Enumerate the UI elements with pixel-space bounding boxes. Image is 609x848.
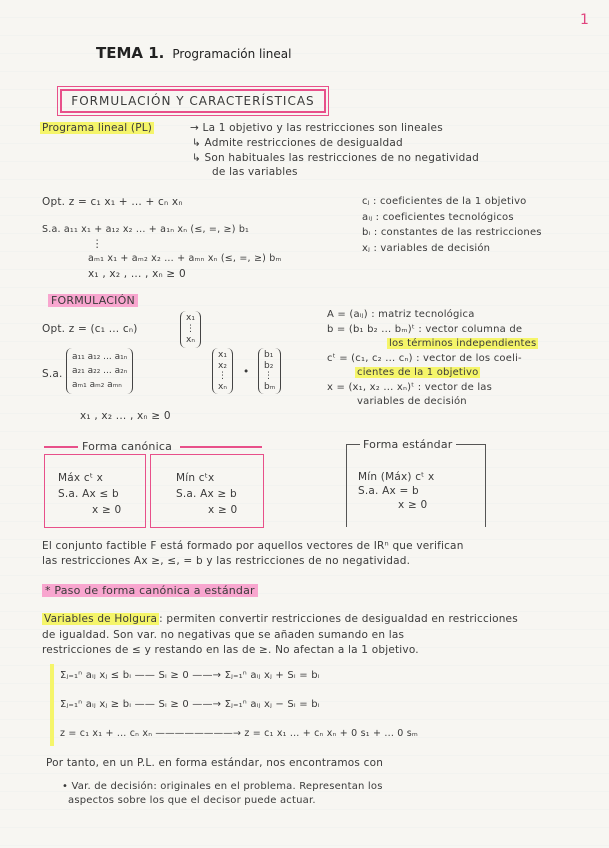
matrix-A: a₁₁ a₁₂ ... a₁ₙ a₂₁ a₂₂ ... a₂ₙ aₘ₁ aₘ₂ aₘₙ: [66, 348, 133, 394]
matrix-operator: •: [243, 366, 250, 378]
bullet-decision-1: • Var. de decisión: originales en el problema. Representan los: [62, 781, 383, 792]
matrix-objective: Opt. z = (c₁ ... cₙ): [42, 323, 138, 335]
matrix-nonnegativity: x₁ , x₂ ... , xₙ ≥ 0: [80, 410, 171, 422]
conversion-le: Σⱼ₌₁ⁿ aᵢⱼ xⱼ ≤ bᵢ —— Sᵢ ≥ 0 ——→ Σⱼ₌₁ⁿ aᵢⱼ xⱼ + Sᵢ = bᵢ: [60, 670, 320, 681]
conversion-objective: z = c₁ x₁ + ... cₙ xₙ ————————→ z = c₁ x₁ ... + cₙ xₙ + 0 s₁ + ... 0 sₘ: [60, 728, 418, 739]
paso-heading: * Paso de forma canónica a estándar: [42, 584, 258, 597]
page-title: [96, 44, 291, 62]
constraint-m: aₘ₁ x₁ + aₘ₂ x₂ ... + aₘₙ xₙ (≤, =, ≥) bₘ: [88, 253, 282, 264]
holgura-line-2: de igualdad. Son var. no negativas que se añaden sumando en las: [42, 629, 405, 641]
constraint-dots: ⋮: [92, 238, 103, 250]
constraint-1: S.a. a₁₁ x₁ + a₁₂ x₂ ... + a₁ₙ xₙ (≤, =, ≥) b₁: [42, 224, 250, 235]
canonica-rule-right: [180, 446, 262, 448]
page-number: 1: [580, 12, 589, 28]
x-column: x₁ x₂ ⋮ xₙ: [212, 348, 233, 394]
legend-coefficients: cⱼ : coeficientes de la 1 objetivo aᵢⱼ : coeficientes tecnológicos bᵢ : constantes de las restricciones xⱼ : variables de decisión: [362, 196, 542, 254]
nonnegativity: x₁ , x₂ , ... , xₙ ≥ 0: [88, 268, 186, 280]
x-vector: x₁ ⋮ xₙ: [180, 311, 201, 348]
holgura-line-1: Variables de Holgura : permiten convertir restricciones de desigualdad en restricciones: [44, 613, 518, 625]
conversion-ge: Σⱼ₌₁ⁿ aᵢⱼ xⱼ ≥ bᵢ —— Sᵢ ≥ 0 ——→ Σⱼ₌₁ⁿ aᵢⱼ xⱼ − Sᵢ = bᵢ: [60, 699, 320, 710]
canonica-max: Máx cᵗ x S.a. Ax ≤ b x ≥ 0: [58, 472, 122, 516]
bullet-decision-2: aspectos sobre los que el decisor puede actuar.: [68, 795, 316, 806]
canonica-label: Forma canónica: [82, 440, 173, 453]
legend-matrix: A = (aᵢⱼ) : matriz tecnológica b = (b₁ b₂ ... bₘ)ᵗ : vector columna de los términos independientes cᵗ = (c₁, c₂ ... cₙ) : vector de los coeli- cientes de la 1 objetivo x = (x₁, x₂ ... xₙ)ᵗ : vector de las variables de decisión: [327, 309, 537, 407]
por-tanto: Por tanto, en un P.L. en forma estándar, nos encontramos con: [46, 757, 384, 769]
estandar-problem: Mín (Máx) cᵗ x S.a. Ax = b x ≥ 0: [358, 471, 435, 511]
b-column: b₁ b₂ ⋮ bₘ: [258, 348, 281, 394]
pl-line-3: ↳ Son habituales las restricciones de no negatividad: [192, 152, 480, 164]
factible-line-2: las restricciones Ax ≥, ≤, = b y las restricciones de no negatividad.: [42, 555, 411, 567]
pl-label: Programa lineal (PL): [42, 122, 153, 134]
formulacion-label: FORMULACIÓN: [48, 294, 138, 307]
tema-label: TEMA 1.: [96, 44, 165, 62]
matrix-sa: S.a.: [42, 368, 63, 380]
pl-line-1: → La 1 objetivo y las restricciones son lineales: [190, 122, 443, 134]
estandar-label: Forma estándar: [360, 438, 456, 451]
section-heading-box: FORMULACIÓN Y CARACTERÍSTICAS: [60, 89, 326, 113]
factible-line-1: El conjunto factible F está formado por aquellos vectores de IRⁿ que verifican: [42, 540, 464, 552]
conversion-highlight-bar: [50, 664, 54, 746]
canonica-min: Mín cᵗx S.a. Ax ≥ b x ≥ 0: [176, 472, 238, 516]
pl-line-4: de las variables: [212, 166, 298, 178]
objective-function: Opt. z = c₁ x₁ + ... + cₙ xₙ: [42, 196, 183, 208]
canonica-rule-left: [44, 446, 78, 448]
pl-line-2: ↳ Admite restricciones de desigualdad: [192, 137, 403, 149]
holgura-line-3: restricciones de ≤ y restando en las de ≥. No afectan a la 1 objetivo.: [42, 644, 419, 656]
tema-subject: Programación lineal: [172, 47, 292, 61]
